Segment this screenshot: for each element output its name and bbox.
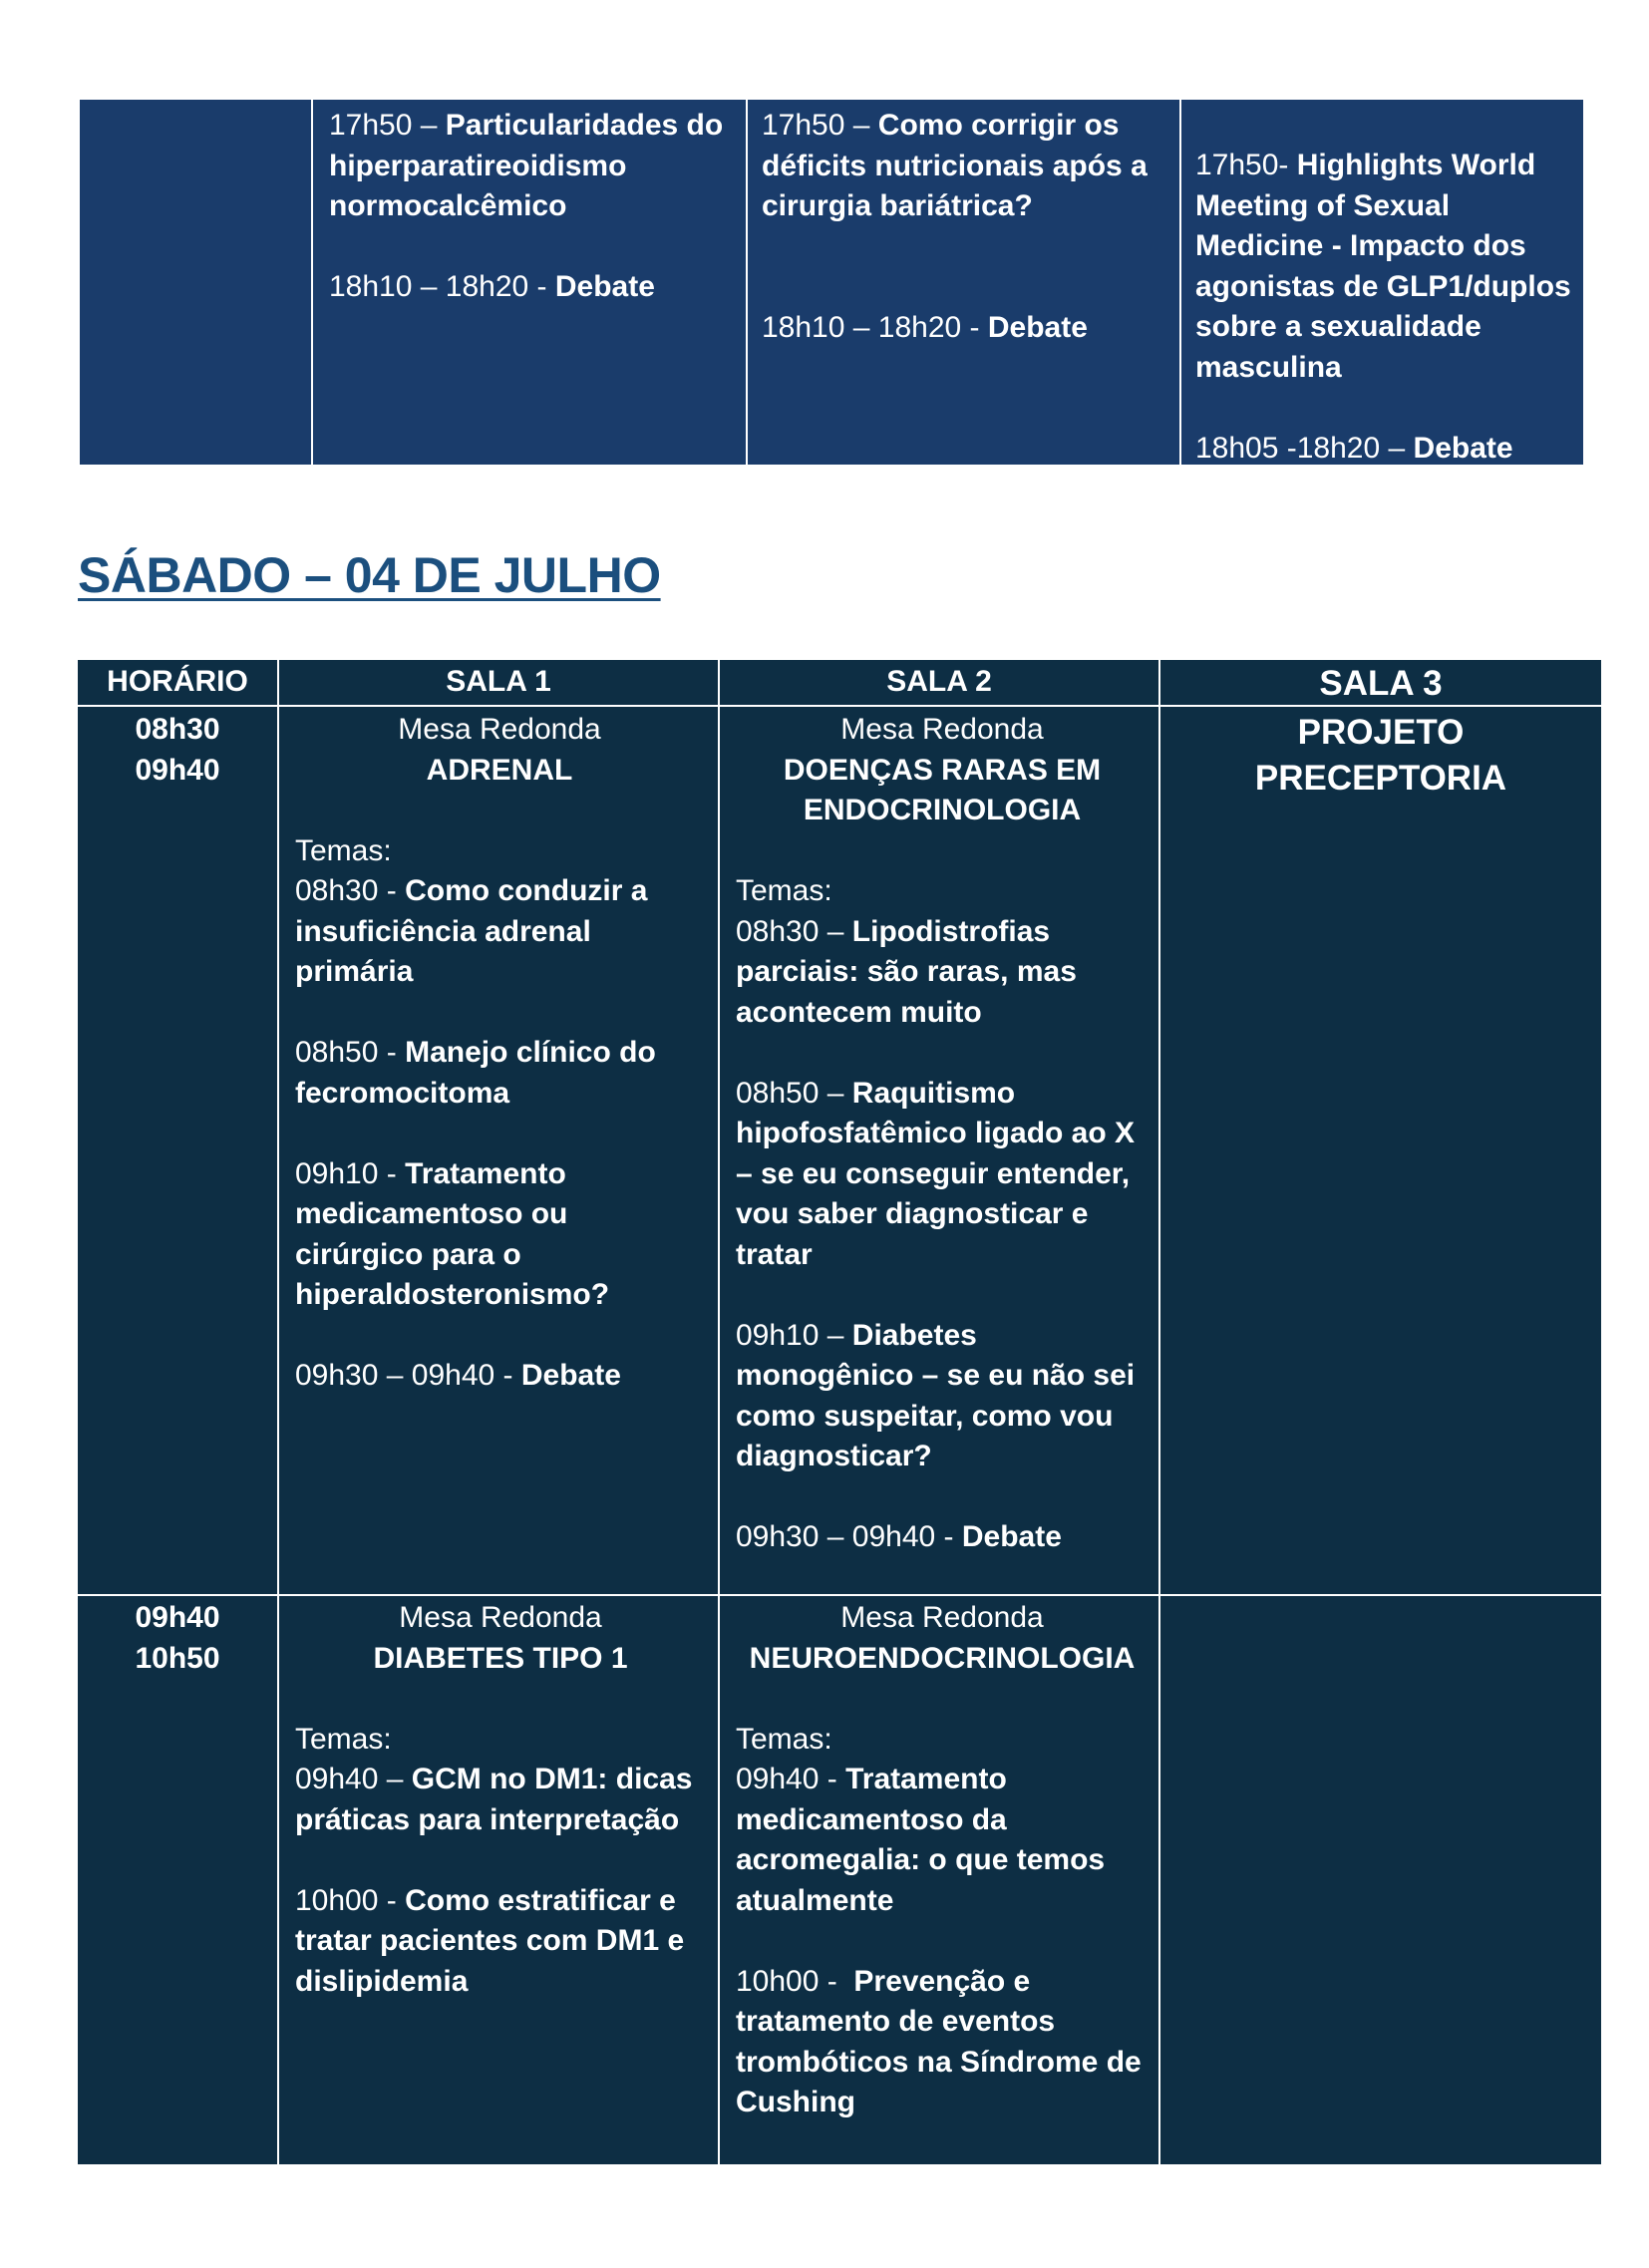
row1-sala2-temas: Temas: xyxy=(736,874,832,907)
list-item: 08h50 - Manejo clínico do fecromocitoma xyxy=(295,1036,656,1110)
row2-sala1 xyxy=(279,1598,718,2002)
row1-sala1-temas: Temas: xyxy=(295,833,392,867)
list-item: 09h40 – GCM no DM1: dicas práticas para interpretação xyxy=(295,1763,693,1836)
row2-sala2-temas: Temas: xyxy=(736,1722,832,1756)
row1-sala2 xyxy=(720,710,1158,1558)
list-item: 09h10 - Tratamento medicamentoso ou cirúrgico para o hiperaldosteronismo? xyxy=(295,1156,610,1311)
list-item: 09h10 – Diabetes monogênico – se eu não sei como suspeitar, como vou diagnosticar? xyxy=(736,1318,1136,1472)
list-item: 09h30 – 09h40 - Debate xyxy=(295,1359,621,1392)
row1-sala2-topic: DOENÇAS RARAS EM ENDOCRINOLOGIA xyxy=(783,753,1102,826)
row2-sala1-topic: DIABETES TIPO 1 xyxy=(373,1641,628,1675)
row2-sala1-temas: Temas: xyxy=(295,1722,392,1756)
header-sala-3: SALA 3 xyxy=(1319,664,1443,703)
row1-time: 08h30 09h40 xyxy=(135,713,220,787)
sala3-title-line1: PROJETO xyxy=(1297,713,1465,752)
row2-time: 09h40 10h50 xyxy=(135,1601,220,1675)
top-col2-talk: 17h50 – Particularidades do hiperparatireoidismo normocalcêmico xyxy=(329,109,724,222)
top-cell-col3 xyxy=(748,100,1179,354)
top-col3-talk: 17h50 – Como corrigir os déficits nutricionais após a cirurgia bariátrica? xyxy=(762,109,1148,222)
list-item: 08h30 - Como conduzir a insuficiência adrenal primária xyxy=(295,874,648,988)
top-col3-debate: 18h10 – 18h20 - Debate xyxy=(762,310,1088,344)
top-cell-col2 xyxy=(313,100,746,314)
top-cell-col4 xyxy=(1181,100,1583,475)
row2-sala2-topic: NEUROENDOCRINOLOGIA xyxy=(749,1641,1136,1675)
top-col4-debate: 18h05 -18h20 – Debate xyxy=(1195,431,1513,465)
top-col2-debate: 18h10 – 18h20 - Debate xyxy=(329,270,655,303)
row1-sala1-kind: Mesa Redonda xyxy=(398,713,601,746)
section-title: SÁBADO – 04 DE JULHO xyxy=(78,547,661,603)
list-item: 09h30 – 09h40 - Debate xyxy=(736,1520,1062,1553)
sala3-title-line2: PRECEPTORIA xyxy=(1254,759,1507,798)
list-item: 10h00 - Como estratificar e tratar pacientes com DM1 e dislipidemia xyxy=(295,1883,685,1998)
row1-sala2-kind: Mesa Redonda xyxy=(840,713,1044,746)
header-horario: HORÁRIO xyxy=(107,665,248,698)
header-sala-2: SALA 2 xyxy=(886,665,992,698)
row1-sala1 xyxy=(279,710,718,1397)
row2-sala1-kind: Mesa Redonda xyxy=(399,1601,602,1634)
list-item: 08h30 – Lipodistrofias parciais: são raras, mas acontecem muito xyxy=(736,914,1077,1029)
row2-sala2-kind: Mesa Redonda xyxy=(840,1601,1044,1634)
row2-sala2 xyxy=(720,1598,1158,2123)
row-divider xyxy=(78,1594,1601,1596)
list-item: 10h00 - Prevenção e tratamento de eventos trombóticos na Síndrome de Cushing xyxy=(736,1964,1142,2118)
row1-sala3 xyxy=(1160,710,1601,802)
row1-sala1-topic: ADRENAL xyxy=(426,753,573,787)
header-sala-1: SALA 1 xyxy=(446,665,551,698)
list-item: 09h40 - Tratamento medicamentoso da acromegalia: o que temos atualmente xyxy=(736,1763,1106,1917)
list-item: 08h50 – Raquitismo hipofosfatêmico ligado ao X – se eu conseguir entender, vou saber diagnosticar e tratar xyxy=(736,1076,1136,1271)
top-col4-talk: 17h50- Highlights World Meeting of Sexual Medicine - Impacto dos agonistas de GLP1/duplos sobre a sexualidade masculina xyxy=(1195,149,1571,384)
main-divider-3 xyxy=(1158,660,1160,2164)
